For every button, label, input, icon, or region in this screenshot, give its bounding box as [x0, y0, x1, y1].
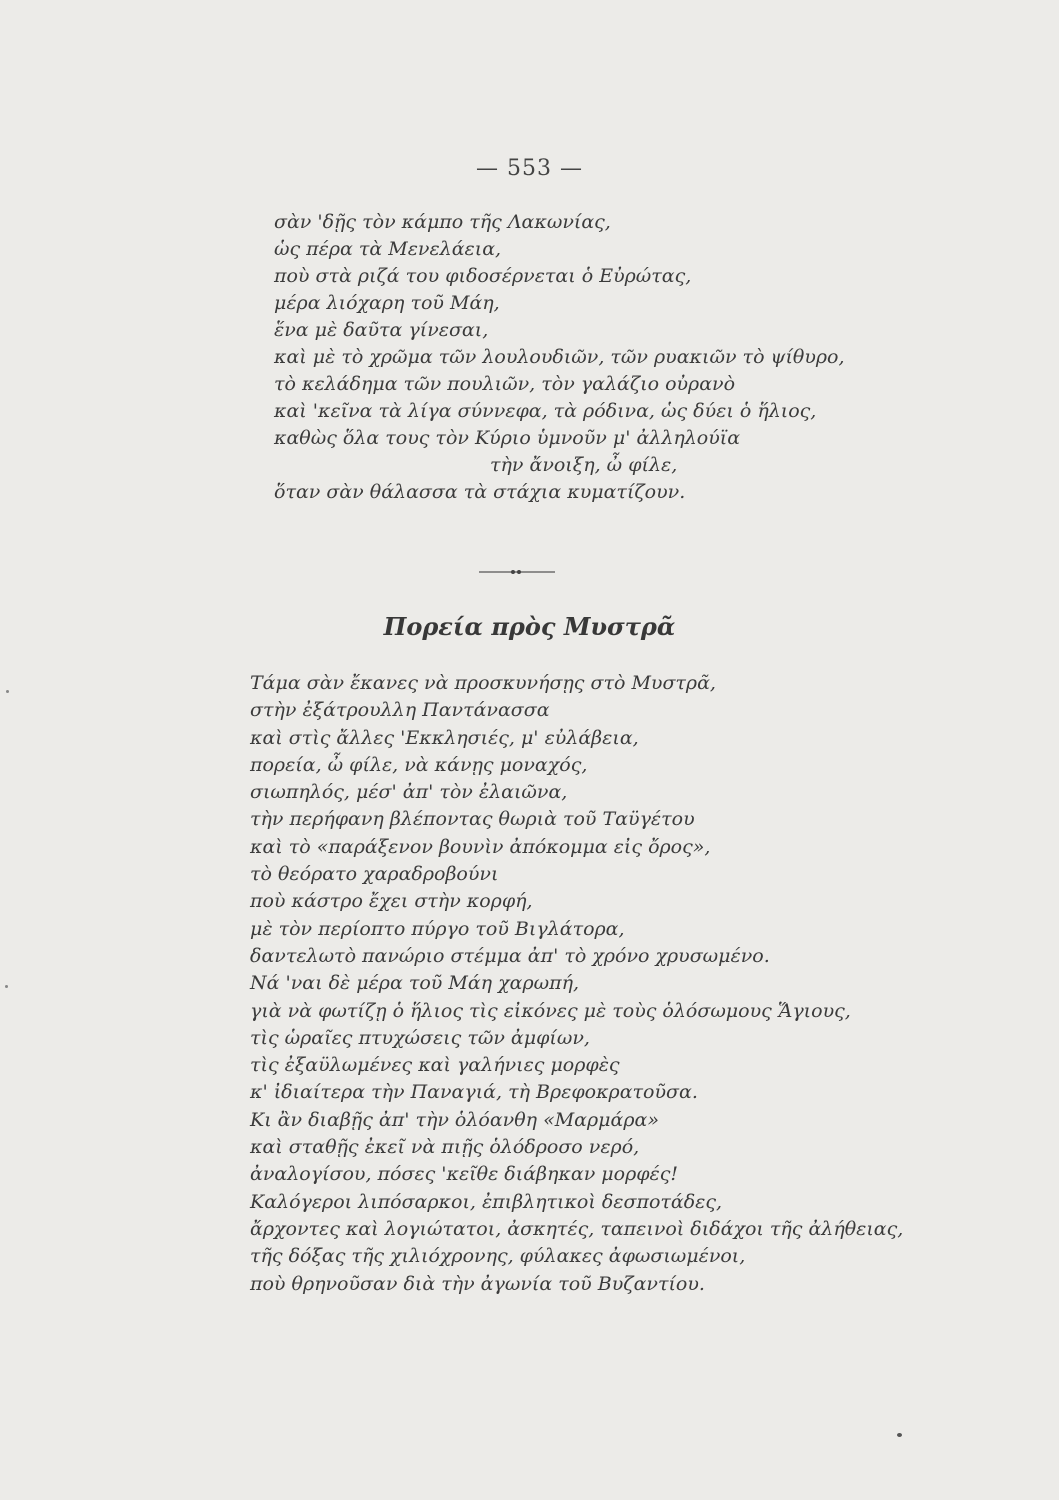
poem-line: Τάμα σὰν ἔκανες νὰ προσκυνήσῃς στὸ Μυστρᾶ,: [250, 672, 716, 694]
poem-line: Κι ἂν διαβῇς ἀπ' τὴν ὁλόανθη «Μαρμάρα»: [250, 1108, 659, 1131]
page-number: — 553 —: [476, 156, 583, 181]
poem-line-indented: τὴν ἄνοιξη, ὦ φίλε,: [490, 454, 678, 476]
poem-line: καὶ σταθῇς ἐκεῖ νὰ πιῇς ὁλόδροσο νερό,: [250, 1136, 640, 1159]
poem-line: μὲ τὸν περίοπτο πύργο τοῦ Βιγλάτορα,: [250, 917, 625, 940]
poem-line: καὶ μὲ τὸ χρῶμα τῶν λουλουδιῶν, τῶν ρυακιῶν τὸ ψίθυρο,: [274, 346, 845, 368]
poem-line: γιὰ νὰ φωτίζῃ ὁ ἥλιος τὶς εἰκόνες μὲ τοὺς ὁλόσωμους Ἅγιους,: [250, 999, 851, 1022]
poem-line: σιωπηλός, μέσ' ἀπ' τὸν ἐλαιῶνα,: [250, 781, 568, 804]
poem-line: στὴν ἐξάτρουλλη Παντάνασσα: [250, 699, 550, 722]
poem-title: Πορεία πρὸς Μυστρᾶ: [383, 612, 676, 641]
poem-line: ποὺ στὰ ριζά του φιδοσέρνεται ὁ Εὐρώτας,: [274, 265, 692, 287]
poem-line: μέρα λιόχαρη τοῦ Μάη,: [274, 292, 500, 314]
poem-line: Νά 'ναι δὲ μέρα τοῦ Μάη χαρωπή,: [250, 972, 580, 995]
poem-line: ἄρχοντες καὶ λογιώτατοι, ἀσκητές, ταπεινοὶ διδάχοι τῆς ἀλήθειας,: [250, 1217, 904, 1240]
poem-stanza: [250, 670, 903, 1298]
poem-line: τῆς δόξας τῆς χιλιόχρονης, φύλακες ἀφωσιωμένοι,: [250, 1245, 746, 1268]
poem-line: ποὺ θρηνοῦσαν διὰ τὴν ἀγωνία τοῦ Βυζαντίου.: [250, 1272, 705, 1295]
poem-line: τὶς ἐξαϋλωμένες καὶ γαλήνιες μορφὲς: [250, 1054, 620, 1077]
poem-line: δαντελωτὸ πανώριο στέμμα ἀπ' τὸ χρόνο χρυσωμένο.: [250, 944, 770, 967]
poem-line: τὸ θεόρατο χαραδροβούνι: [250, 863, 499, 886]
poem-line: πορεία, ὦ φίλε, νὰ κάνῃς μοναχός,: [250, 753, 588, 776]
poem-line: ὡς πέρα τὰ Μενελάεια,: [274, 238, 502, 260]
poem-line: ἕνα μὲ δαῦτα γίνεσαι,: [274, 319, 489, 341]
poem-line: καθὼς ὅλα τους τὸν Κύριο ὑμνοῦν μ' ἀλληλούϊα: [274, 427, 741, 449]
poem-line: σὰν 'δῇς τὸν κάμπο τῆς Λακωνίας,: [274, 211, 611, 233]
ink-speck: [5, 985, 8, 988]
poem-line: καὶ τὸ «παράξενον βουνὶν ἀπόκομμα εἰς ὄρος»,: [250, 835, 711, 858]
poem-line: τὶς ὡραῖες πτυχώσεις τῶν ἀμφίων,: [250, 1026, 590, 1049]
poem-line: καὶ 'κεῖνα τὰ λίγα σύννεφα, τὰ ρόδινα, ὡς δύει ὁ ἥλιος,: [274, 400, 817, 422]
poem-line: τὴν περήφανη βλέποντας θωριὰ τοῦ Ταϋγέτου: [250, 808, 695, 831]
poem-end-stanza: [274, 209, 845, 506]
poem-line: Καλόγεροι λιπόσαρκοι, ἐπιβλητικοὶ δεσποτάδες,: [250, 1190, 723, 1213]
poem-line: ὅταν σὰν θάλασσα τὰ στάχια κυματίζουν.: [274, 481, 686, 503]
ink-speck: [897, 1433, 902, 1437]
section-separator: [477, 568, 557, 576]
poem-line: καὶ στὶς ἄλλες 'Εκκλησιές, μ' εὐλάβεια,: [250, 726, 639, 749]
poem-line: τὸ κελάδημα τῶν πουλιῶν, τὸν γαλάζιο οὐρανὸ: [274, 373, 736, 395]
poem-line: κ' ἰδιαίτερα τὴν Παναγιά, τὴ Βρεφοκρατοῦσα.: [250, 1081, 698, 1104]
poem-line: ποὺ κάστρο ἔχει στὴν κορφή,: [250, 890, 533, 913]
ink-speck: [6, 690, 9, 693]
poem-line: ἀναλογίσου, πόσες 'κεῖθε διάβηκαν μορφές!: [250, 1163, 679, 1186]
